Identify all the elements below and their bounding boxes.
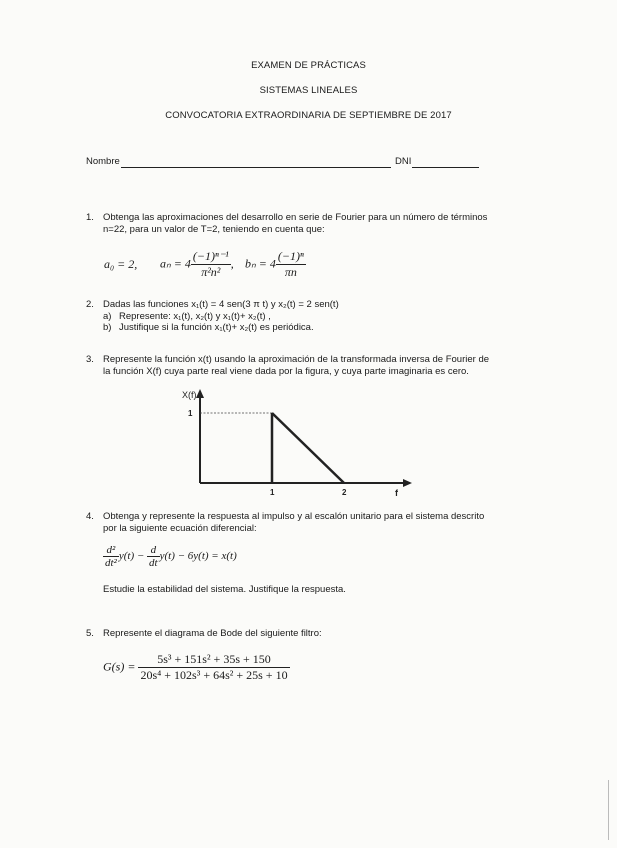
q5-number: 5. <box>86 628 94 639</box>
q4-d1-fraction <box>147 544 160 569</box>
q2-item-a-label: a) <box>103 311 112 322</box>
q2-item-b-label: b) <box>103 322 112 333</box>
q5-numerator: 5s³ + 151s² + 35s + 150 <box>138 652 289 668</box>
q1-text-line1: Obtenga las aproximaciones del desarrollo en serie de Fourier para un número de términos <box>103 212 488 223</box>
exam-session: CONVOCATORIA EXTRAORDINARIA DE SEPTIEMBRE DE 2017 <box>165 110 452 121</box>
q2-item-a: Represente: x₁(t), x₂(t) y x₁(t)+ x₂(t) , <box>119 311 271 322</box>
q2-text-line1: Dadas las funciones x₁(t) = 4 sen(3 π t) y x₂(t) = 2 sen(t) <box>103 299 339 310</box>
q4-term1: y(t) − <box>118 550 145 563</box>
q1-bn-numerator: (−1)ⁿ <box>277 249 304 263</box>
q5-transfer-function <box>103 652 290 683</box>
exam-subject: SISTEMAS LINEALES <box>259 85 358 96</box>
scan-edge <box>608 780 609 840</box>
ramp-line <box>272 413 344 483</box>
y-axis-label: X(f) <box>182 390 197 400</box>
q5-fraction <box>138 652 289 683</box>
q1-an-formula <box>160 249 234 280</box>
q4-differential-equation <box>103 544 237 569</box>
xf-chart <box>170 385 430 500</box>
name-field[interactable] <box>121 167 391 168</box>
q1-an-fraction <box>191 249 231 280</box>
x-axis-arrow <box>403 479 412 487</box>
x-tick-label-2: 2 <box>342 488 347 497</box>
x-axis-label: f <box>395 488 398 498</box>
q1-bn-fraction <box>276 249 306 280</box>
q4-stability: Estudie la estabilidad del sistema. Justifique la respuesta. <box>103 584 346 595</box>
q1-bn-lhs: bₙ = 4 <box>245 256 276 271</box>
q5-text-line1: Represente el diagrama de Bode del siguiente filtro: <box>103 628 322 639</box>
q1-an-denominator: π²n² <box>201 265 221 279</box>
q1-number: 1. <box>86 212 94 223</box>
q3-text-line1: Represente la función x(t) usando la aproximación de la transformada inversa de Fourier de <box>103 354 490 365</box>
q1-an-numerator: (−1)ⁿ⁻¹ <box>192 249 229 263</box>
q4-text-line1: Obtenga y represente la respuesta al impulso y al escalón unitario para el sistema descrito <box>103 511 485 522</box>
q4-d1-numerator: d <box>147 544 160 557</box>
q4-number: 4. <box>86 511 94 522</box>
dni-field[interactable] <box>412 167 479 168</box>
q4-d1-denominator: dt <box>149 557 158 569</box>
q1-text-line2: n=22, para un valor de T=2, teniendo en cuenta que: <box>103 224 325 235</box>
x-tick-label-1: 1 <box>270 488 275 497</box>
name-label: Nombre <box>86 156 120 167</box>
q5-denominator: 20s⁴ + 102s³ + 64s² + 25s + 10 <box>140 668 288 682</box>
q1-an-comma: , <box>230 256 234 271</box>
y-tick-label-1: 1 <box>188 409 193 418</box>
q4-text-line2: por la siguiente ecuación diferencial: <box>103 523 257 534</box>
q3-number: 3. <box>86 354 94 365</box>
q2-number: 2. <box>86 299 94 310</box>
q4-d2-fraction <box>103 544 119 569</box>
q4-d2-numerator: d² <box>103 544 119 557</box>
q4-term2: y(t) − 6y(t) = x(t) <box>159 550 237 563</box>
q5-lhs: G(s) = <box>103 659 136 674</box>
y-axis-arrow <box>196 389 204 398</box>
exam-title: EXAMEN DE PRÁCTICAS <box>251 60 366 71</box>
q1-a0-formula: a₀ = 2, <box>104 257 138 271</box>
q4-d2-denominator: dt² <box>105 557 117 569</box>
q3-text-line2: la función X(f) cuya parte real viene dada por la figura, y cuya parte imaginaria es cero. <box>103 366 469 377</box>
q2-item-b: Justifique si la función x₁(t)+ x₂(t) es periódica. <box>119 322 314 333</box>
q1-bn-formula <box>245 249 306 280</box>
dni-label: DNI <box>395 156 412 167</box>
q1-bn-denominator: πn <box>284 265 297 279</box>
q1-an-lhs: aₙ = 4 <box>160 256 191 271</box>
